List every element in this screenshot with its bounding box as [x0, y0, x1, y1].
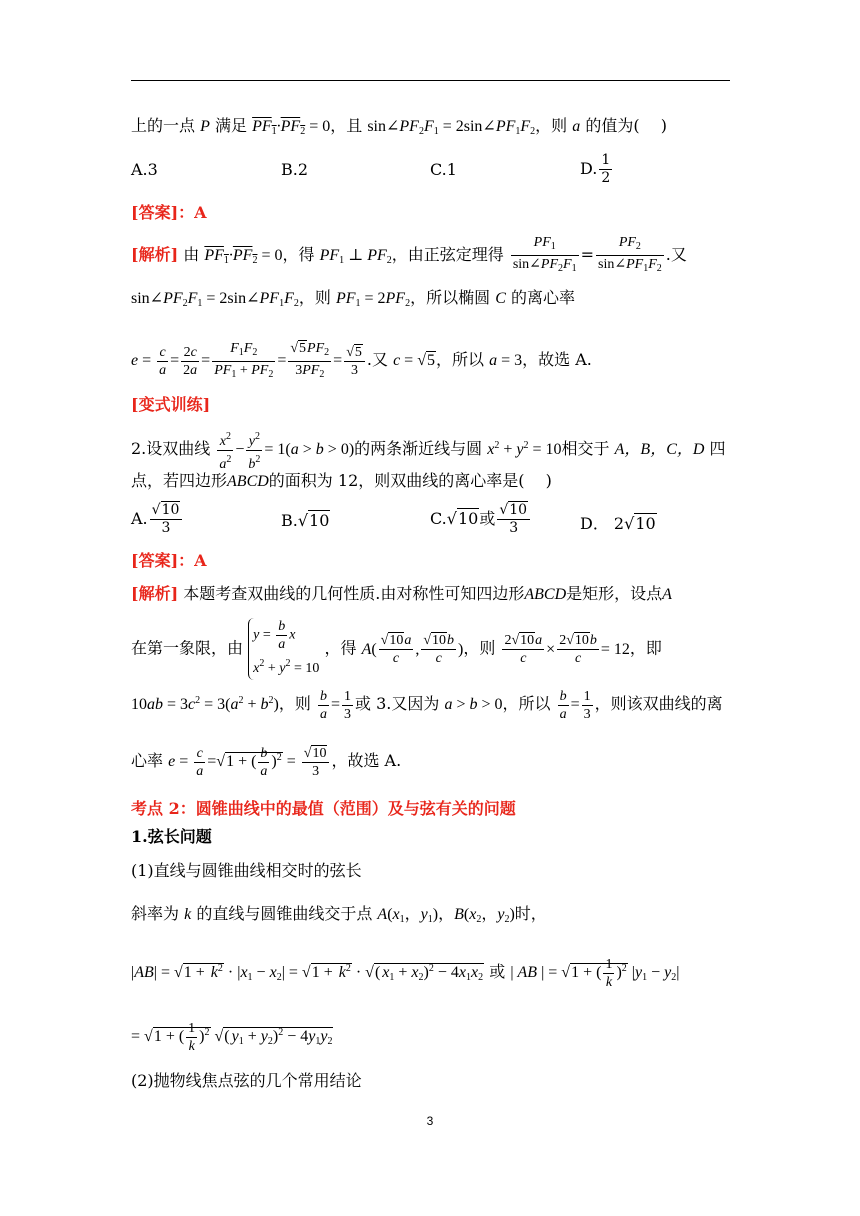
question-2-line-1: 2.设双曲线 $\frac{x^2}{a^2}$ − $\frac{y^2}{b^2}$ = 1(a > b > 0)的两条渐近线与圆 $x^2 + y^2 = 10$相交于 A，B，C，D 四 [131, 428, 726, 473]
hyperbola-equation: $\frac{x^2}{a^2}$ − $\frac{y^2}{b^2}$ = 1(a > b > 0) [215, 441, 354, 458]
option-c: C.√10或 $\frac{√10}{3}$ [430, 502, 532, 537]
variant-heading: [变式训练] [131, 395, 211, 414]
q2-analysis-line-3: $10ab = 3c^2 = 3(a^2 + b^2)$，则 $\frac{b}{a}$ = $\frac{1}{3}$ 或 3.又因为 a > b > 0，所以 $\frac{b}{a}$ = $\frac{1}{3}$ ，则该双曲线的离 [131, 689, 723, 722]
chord-length-formula-1: $|AB| = √1 + k^2 \cdot |x_1 - x_2| = √1 + k^2$ · √( $x_1 + x_2)^2 - 4x_1x_2$ 或 | AB | = √1 + ( $\frac{1}{k}$ )$^2$ $|y_1 - y_2|$ [131, 957, 680, 990]
math-var: a [572, 118, 581, 135]
circle-equation: $x^2 + y^2 = 10$ [487, 440, 562, 459]
system-of-equations: y = $\frac{b}{a}$ x $x^2 + y^2 = 10$ [248, 618, 319, 680]
q2-analysis-line-1: [解析] 本题考查双曲线的几何性质.由对称性可知四边形ABCD是矩形，设点A [131, 584, 672, 603]
option-d: D. $\frac{1}{2}$ [580, 152, 611, 186]
question-2-line-2: 点，若四边形ABCD的面积为 12，则双曲线的离心率是( ) [131, 471, 552, 490]
option-a: A.3 [131, 160, 158, 179]
chord-length-formula-2: = √1 + ( $\frac{1}{k}$ )$^2$ √( $y_1 + y_2)^2 - 4y_1y_2$ [131, 1021, 333, 1054]
header-rule [131, 80, 730, 81]
analysis-tag: [解析] [131, 245, 179, 264]
option-b: B.2 [281, 160, 309, 179]
q1-answer: [答案]：A [131, 203, 207, 222]
q1-analysis-line-3: e = $\frac{c}{a}$ = $\frac{2c}{2a}$ = $\frac{F_1F_2}{PF_1 + PF_2}$ = $\frac{√5PF_2}{3PF_2}$ = $\frac{√5}{3}$ .又 c = √5，所以 a = 3，故选 A. [131, 341, 592, 380]
section-heading: 考点 2：圆锥曲线中的最值（范围）及与弦有关的问题 [131, 799, 516, 818]
q1-analysis-line-2: $\sin\angle PF_2F_1$ = $2\sin\angle PF_1F_2$，则 $PF_1 = 2PF_2$，所以椭圆 C 的离心率 [131, 288, 575, 309]
text: 的值为( ) [585, 116, 667, 135]
option-c: C.1 [430, 160, 457, 179]
dot-product-formula: $PF_1\cdot PF_2 = 0$ [252, 118, 331, 137]
text: ，则 [535, 116, 568, 135]
option-d: D． 2√10 [580, 514, 656, 533]
text: ，且 [330, 116, 363, 135]
q2-analysis-line-4: 心率 e = $\frac{c}{a}$ =√1 + ( $\frac{b}{a}$ )$^2$ = $\frac{√10}{3}$ ，故选 A. [131, 746, 402, 779]
eccentricity-chain: e = $\frac{c}{a}$ = $\frac{2c}{2a}$ = $\frac{F_1F_2}{PF_1 + PF_2}$ = $\frac{√5PF_2}{3PF_2}$ = $\frac{√5}{3}$ [131, 352, 367, 369]
sine-law-fraction-1: $\frac{PF_1}{\sin\angle PF_2F_1}$ [512, 235, 577, 274]
text: 上的一点 [131, 116, 196, 135]
q2-answer: [答案]：A [131, 551, 207, 570]
slope-line: 斜率为 k 的直线与圆锥曲线交于点 $A(x_1$，$y_1$)，$B(x_2$，$y_2$)时， [131, 904, 547, 925]
item-2: (2)抛物线焦点弦的几个常用结论 [131, 1071, 362, 1090]
sine-law-fraction-2: $\frac{PF_2}{\sin\angle PF_1F_2}$ [598, 235, 662, 274]
option-a: A. $\frac{√10}{3}$ [131, 502, 184, 537]
math-var: P [200, 118, 210, 135]
sine-relation: $\sin\angle PF_2F_1$ = $2\sin\angle PF_1F_2$ [367, 118, 536, 137]
q1-analysis-line-1: [解析] 由 $PF_1\cdot PF_2 = 0$，得 $PF_1$ ⊥ $PF_2$，由正弦定理得 $\frac{PF_1}{\sin\angle PF_2F_1}$ = $\frac{PF_2}{\sin\angle PF_1F_2}$ .又 [131, 234, 687, 277]
page-number: 3 [426, 1114, 434, 1128]
option-b: B.√10 [281, 511, 330, 530]
dot-product-formula: $PF_1\cdot PF_2 = 0$ [204, 247, 283, 266]
subsection-heading: 1.弦长问题 [131, 827, 212, 846]
text: 满足 [214, 116, 247, 135]
item-1: (1)直线与圆锥曲线相交时的弦长 [131, 861, 362, 880]
question-1-line [131, 115, 667, 143]
q2-analysis-line-2: 在第一象限，由 y = $\frac{b}{a}$ x $x^2 + y^2 = 10$ ，得 A( $\frac{√10a}{c}$ , $\frac{√10b}{c}$ )，则 $\frac{2√10a}{c}$ × $\frac{2√10b}{c}$ = 12，即 [131, 618, 662, 680]
